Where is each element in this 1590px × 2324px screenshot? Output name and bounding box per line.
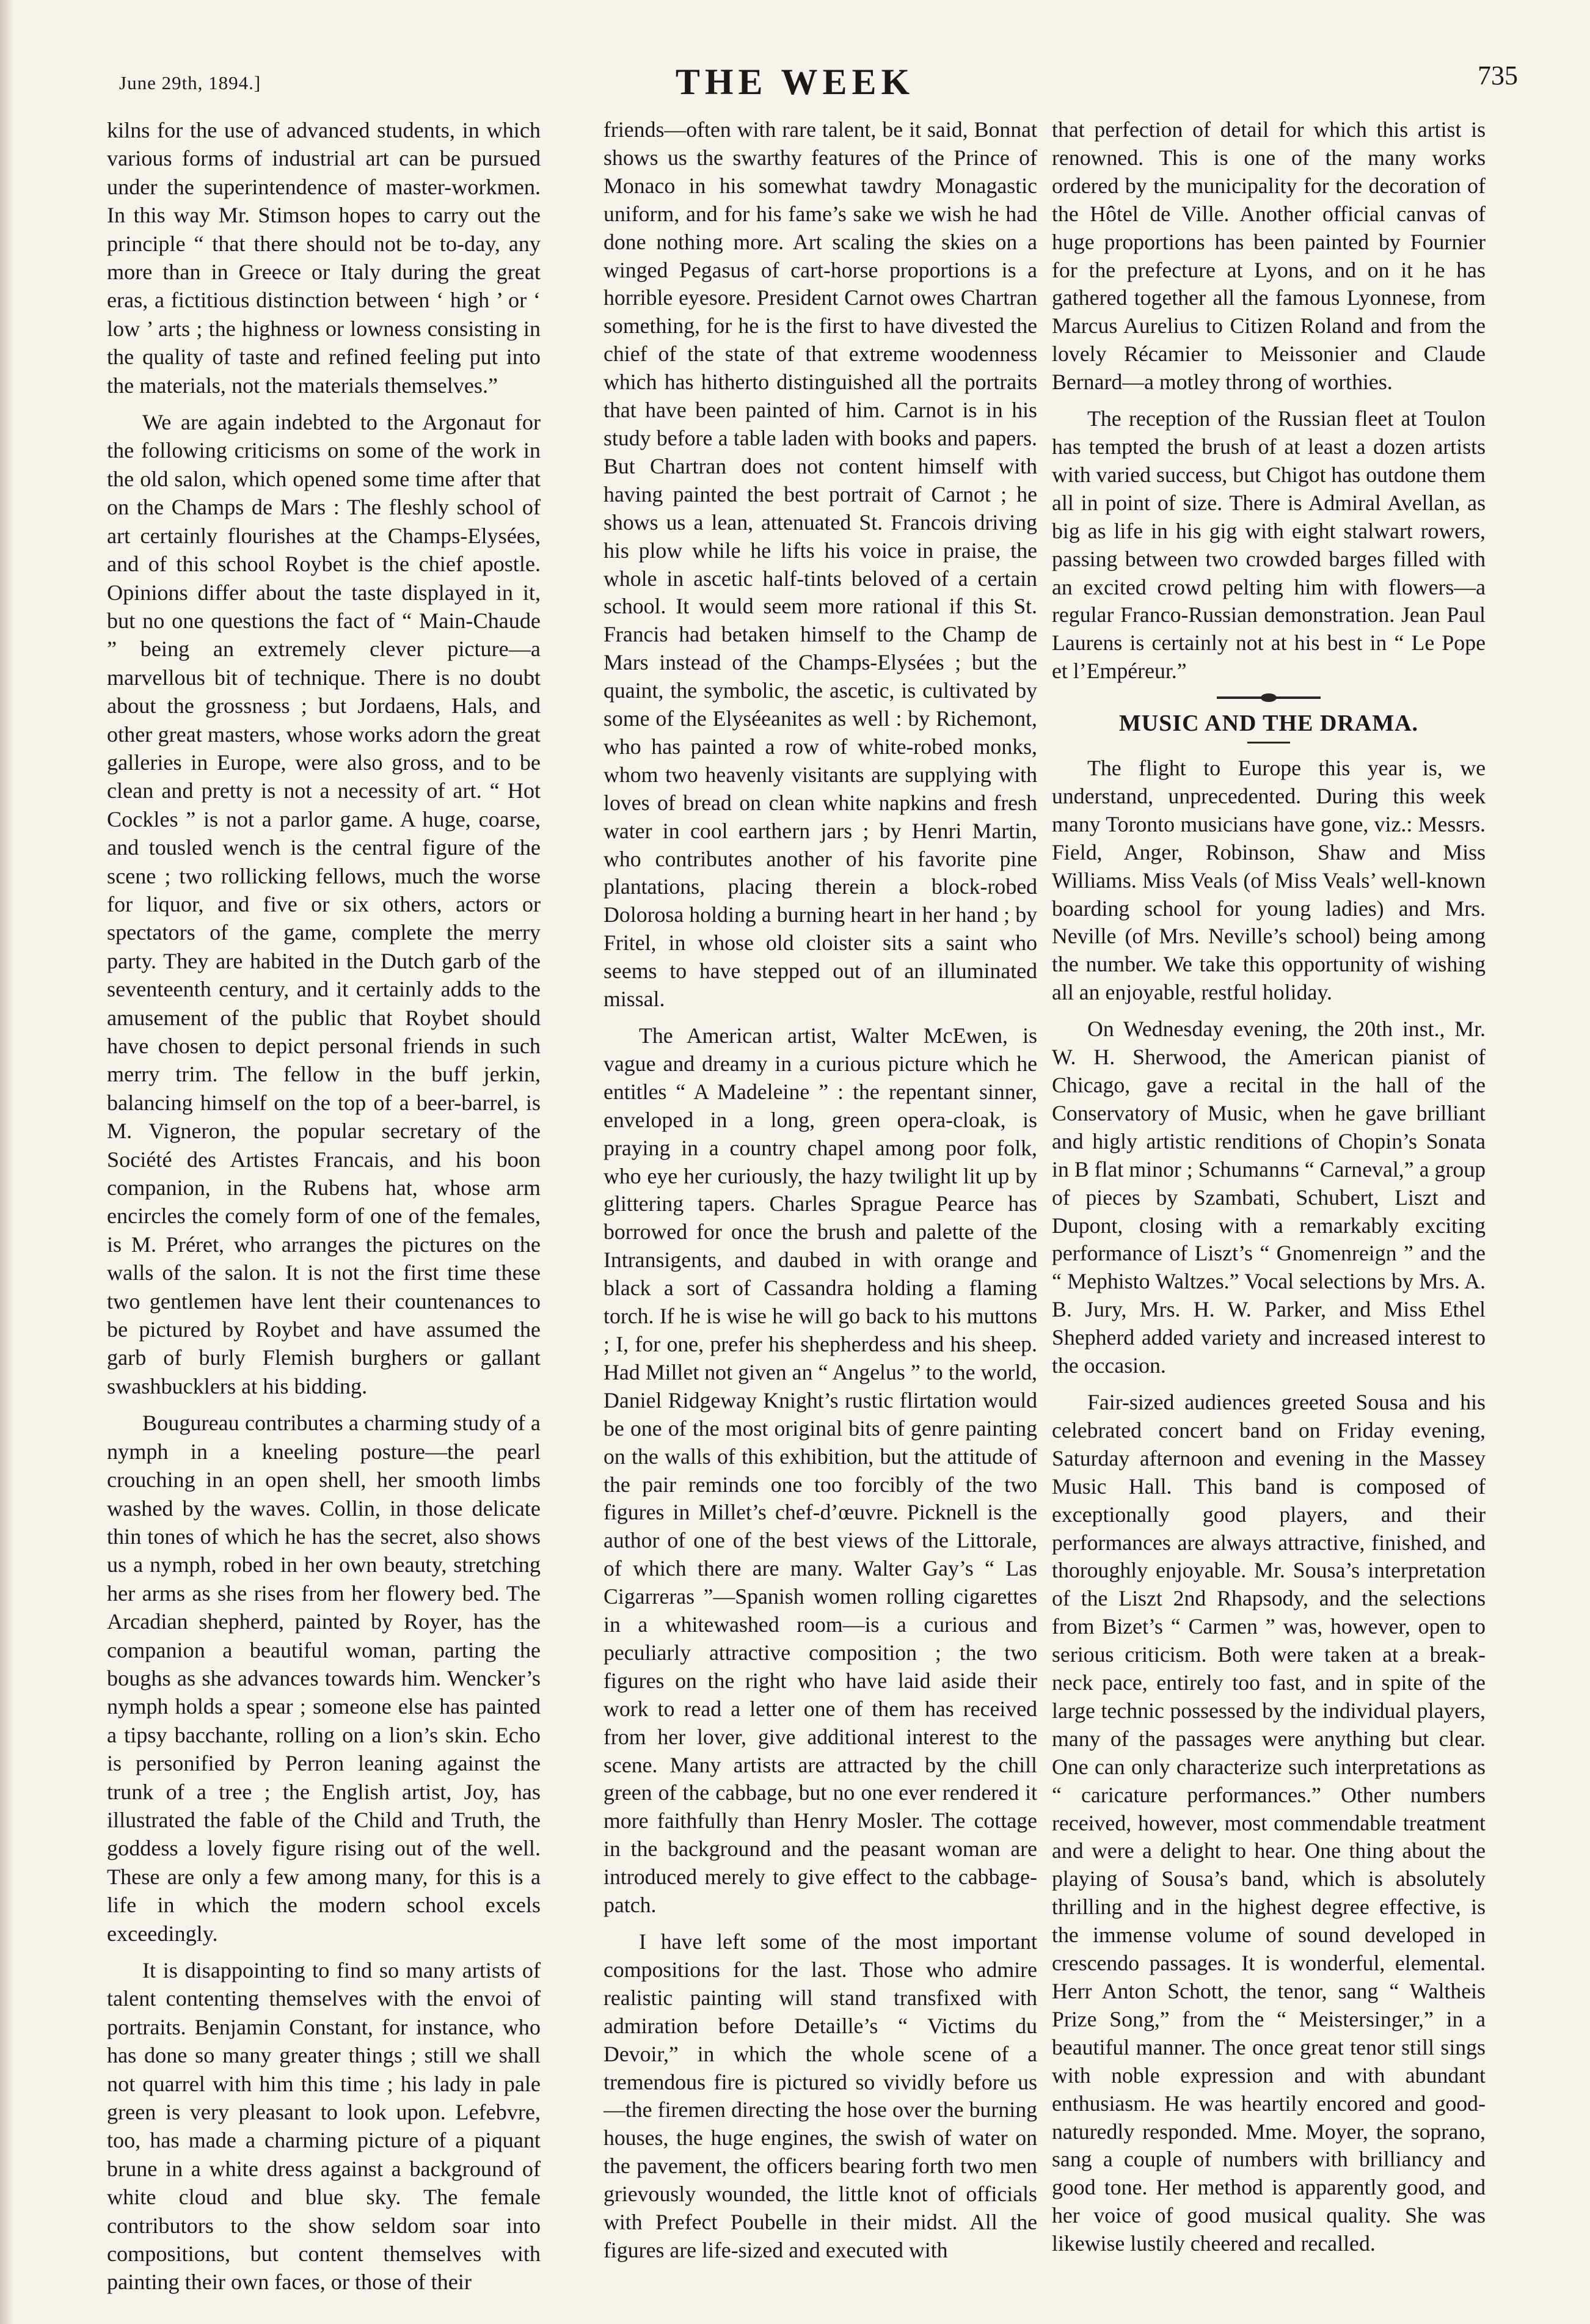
column-3-paragraph-1: that perfection of detail for which this artist is renowned. This is one of the many works ordered by the municipality for the decoration of the Hôtel de Ville. Another official canvas of huge proportions has been painted by Fournier for the prefecture at Lyons, and on it he has gathered together all the famous Lyonnese, from Marcus Aurelius to Citizen Roland and from the lovely Récamier to Meissonier and Claude Bernard—a motley throng of worthies. xyxy=(1052,117,1486,395)
column-2-paragraph-3: I have left some of the most important compositions for the last. Those who admire realistic painting will stand transfixed with admiration before Detaille’s “ Victims du Devoir,” in which the whole scene of a tremendous fire is pictured so vividly before us—the firemen directing the hose over the burning houses, the huge engines, the swish of water on the pavement, the officers bearing forth two men grievously wounded, the little knot of officials with Prefect Poubelle in their midst. All the figures are life-sized and executed with xyxy=(604,1929,1037,2262)
section-heading: MUSIC AND THE DRAMA. xyxy=(1118,711,1419,737)
page-binding-edge xyxy=(0,0,13,2324)
masthead-title: THE WEEK xyxy=(675,62,915,102)
music-paragraph-1: The flight to Europe this year is, we understand, unprecedented. During this week many Toronto musicians have gone, viz.: Messrs. Field, Anger, Robinson, Shaw and Miss Williams. Miss Veals (of Miss Veals’ well-known boarding school for young ladies) and Mrs. Neville (of Mrs. Neville’s school) being among the number. We take this opportunity of wishing all an enjoyable, restful holiday. xyxy=(1052,756,1486,1005)
page-number: 735 xyxy=(1478,60,1518,90)
column-3 xyxy=(1052,116,1486,2258)
section-underline xyxy=(1247,742,1290,744)
music-paragraph-2: On Wednesday evening, the 20th inst., Mr. W. H. Sherwood, the American pianist of Chicago, gave a recital in the hall of the Conservatory of Music, when he gave brilliant and higly artistic renditions of Chopin’s Sonata in B flat minor ; Schumanns “ Carneval,” a group of pieces by Szambati, Schubert, Liszt and Dupont, closing with a remarkably exciting performance of Liszt’s “ Gnomenreign ” and the “ Mephisto Waltzes.” Vocal selections by Mrs. A. B. Jury, Mrs. H. W. Parker, and Miss Ethel Shepherd added variety and increased interest to the occasion. xyxy=(1052,1017,1486,1378)
column-1-paragraph-3: Bougureau contributes a charming study of a nymph in a kneeling posture—the pearl crouching in an open shell, her smooth limbs washed by the waves. Collin, in those delicate thin tones of which he has the secret, also shows us a nymph, robed in her own beauty, stretching her arms as she rises from her flowery bed. The Arcadian shepherd, painted by Royer, has the companion a beautiful woman, parting the boughs as she advances towards him. Wencker’s nymph holds a spear ; someone else has painted a tipsy bacchante, rolling on a lion’s skin. Echo is personified by Perron leaning against the trunk of a tree ; the English artist, Joy, has illustrated the fable of the Child and Truth, the goddess a lovely figure rising out of the well. These are only a few among many, for this is a life in which the modern school excels exceedingly. xyxy=(107,1411,541,1946)
column-2-paragraph-1: friends—often with rare talent, be it said, Bonnat shows us the swarthy features of the Prince of Monaco in his somewhat tawdry Monagastic uniform, and for his fame’s sake we wish he had done nothing more. Art scaling the skies on a winged Pegasus of cart-horse proportions is a horrible eyesore. President Carnot owes Chartran something, for he is the first to have divested the chief of the state of that extreme woodenness which has hitherto distinguished all the portraits that have been painted of him. Carnot is in his study before a table laden with books and papers. But Chartran does not content himself with having painted the best portrait of Carnot ; he shows us a lean, attenuated St. Francois driving his plow while he lifts his voice in praise, the whole in ascetic half-tints beloved of a certain school. It would seem more rational if this St. Francis had betaken himself to the Champ de Mars instead of the Champs-Elysées ; but the quaint, the symbolic, the ascetic, is cultivated by some of the Elyséeanites as well : by Richemont, who has painted a row of white-robed monks, whom two heavenly visitants are supplying with loves of bread on clean white napkins and fresh water in cool earthern jars ; by Henri Martin, who contributes another of his favorite pine plantations, placing therein a block-robed Dolorosa holding a burning heart in her hand ; by Fritel, in whose old cloister sits a saint who seems to have stepped out of an illuminated missal. xyxy=(604,117,1037,1012)
column-1 xyxy=(107,116,541,2297)
column-3-paragraph-2: The reception of the Russian fleet at Toulon has tempted the brush of at least a dozen artists with varied success, but Chigot has outdone them all in point of size. There is Admiral Avellan, as big as life in his gig with eight stalwart rowers, passing between two crowded barges filled with an excited crowd pelting him with flowers—a regular Franco-Russian demonstration. Jean Paul Laurens is certainly not at his best in “ Le Pope et l’Empéreur.” xyxy=(1052,406,1486,684)
column-1-paragraph-4: It is disappointing to find so many artists of talent contenting themselves with the envoi of portraits. Benjamin Constant, for instance, who has done so many greater things ; still we shall not quarrel with him this time ; his lady in pale green is very pleasant to look upon. Lefebvre, too, has made a charming picture of a piquant brune in a white dress against a background of white cloud and blue sky. The female contributors to the show seldom soar into compositions, but content themselves with painting their own faces, or those of their xyxy=(107,1958,541,2295)
section-divider-ornament xyxy=(1217,696,1321,699)
column-2-paragraph-2: The American artist, Walter McEwen, is vague and dreamy in a curious picture which he entitles “ A Madeleine ” : the repentant sinner, enveloped in a long, green opera-cloak, is praying in a country chapel among poor folk, who eye her curiously, the hazy twilight lit up by glittering tapers. Charles Sprague Pearce has borrowed for once the brush and palette of the Intransigents, and daubed in with orange and black a sort of Cassandra holding a flaming torch. If he is wise he will go back to his muttons ; I, for one, prefer his shepherdess and his sheep. Had Millet not given an “ Angelus ” to the world, Daniel Ridgeway Knight’s rustic flirtation would be one of the most original bits of genre painting on the walls of this exhibition, but the attitude of the pair reminds one too forcibly of the two figures in Millet’s chef-d’œuvre. Picknell is the author of one of the best views of the Littorale, of which there are many. Walter Gay’s “ Las Cigarreras ”—Spanish women rolling cigarettes in a whitewashed room—is a curious and peculiarly attractive composition ; the two figures on the right who have laid aside their work to read a letter one of them has received from her lover, give additional interest to the scene. Many artists are attracted by the chill green of the cabbage, but no one ever rendered it more faithfully than Henry Mosler. The cottage in the background and the peasant woman are introduced merely to give effect to the cabbage-patch. xyxy=(604,1023,1037,1918)
column-1-paragraph-2: We are again indebted to the Argonaut for the following criticisms on some of the work in the old salon, which opened some time after that on the Champs de Mars : The fleshly school of art certainly flourishes at the Champs-Elysées, and of this school Roybet is the chief apostle. Opinions differ about the taste displayed in it, but no one questions the fact of “ Main-Chaude ” being an extremely clever picture—a marvellous bit of technique. There is no doubt about the grossness ; but Jordaens, Hals, and other great masters, whose works adorn the great galleries in Europe, were also gross, and to be clean and pretty is not a necessity of art. “ Hot Cockles ” is not a parlor game. A huge, coarse, and tousled wench is the central figure of the scene ; two rollicking fellows, much the worse for liquor, and five or six others, actors or spectators of the game, complete the merry party. They are habited in the Dutch garb of the seventeenth century, and it certainly adds to the amusement of the public that Roybet should have chosen to depict personal friends in such merry trim. The fellow in the buff jerkin, balancing himself on the top of a beer-barrel, is M. Vigneron, the popular secretary of the Société des Artistes Francais, and his boon companion, in the Rubens hat, whose arm encircles the comely form of one of the females, is M. Préret, who arranges the pictures on the walls of the salon. It is not the first time these two gentlemen have lent their countenances to be pictured by Roybet and have assumed the garb of burly Flemish burghers or gallant swashbucklers at his bidding. xyxy=(107,410,541,1398)
music-paragraph-3: Fair-sized audiences greeted Sousa and his celebrated concert band on Friday evening, Saturday afternoon and evening in the Massey Music Hall. This band is composed of exceptionally good players, and their performances are always attractive, finished, and thoroughly enjoyable. Mr. Sousa’s interpretation of the Liszt 2nd Rhapsody, and the selections from Bizet’s “ Carmen ” was, however, open to serious criticism. Both were taken at a break-neck pace, entirely too fast, and in spite of the large technic possessed by the individual players, many of the passages were anything but clear. One can only characterize such interpretations as “ caricature performances.” Other numbers received, however, most commendable treatment and were a delight to hear. One thing about the playing of Sousa’s band, which is absolutely thrilling and in the highest degree effective, is the immense volume of sound developed in crescendo passages. It is wonderful, elemental. Herr Anton Schott, the tenor, sang “ Waltheis Prize Song,” from the “ Meistersinger,” in a beautiful manner. The once great tenor still sings with noble expression and with abundant enthusiasm. He was heartily encored and good-naturedly responded. Mme. Moyer, the soprano, sang a couple of numbers with brilliancy and good tone. Her method is apparently good, and her voice of good musical quality. She was likewise lustily cheered and recalled. xyxy=(1052,1389,1486,2256)
column-2 xyxy=(604,116,1037,2265)
column-1-paragraph-1: kilns for the use of advanced students, in which various forms of industrial art can be pursued under the superintendence of master-workmen. In this way Mr. Stimson hopes to carry out the principle “ that there should not be to-day, any more than in Greece or Italy during the great eras, a fictitious distinction between ‘ high ’ or ‘ low ’ arts ; the highness or lowness consisting in the quality of taste and refined feeling put into the materials, not the materials themselves.” xyxy=(107,118,541,398)
issue-date: June 29th, 1894.] xyxy=(119,72,261,93)
